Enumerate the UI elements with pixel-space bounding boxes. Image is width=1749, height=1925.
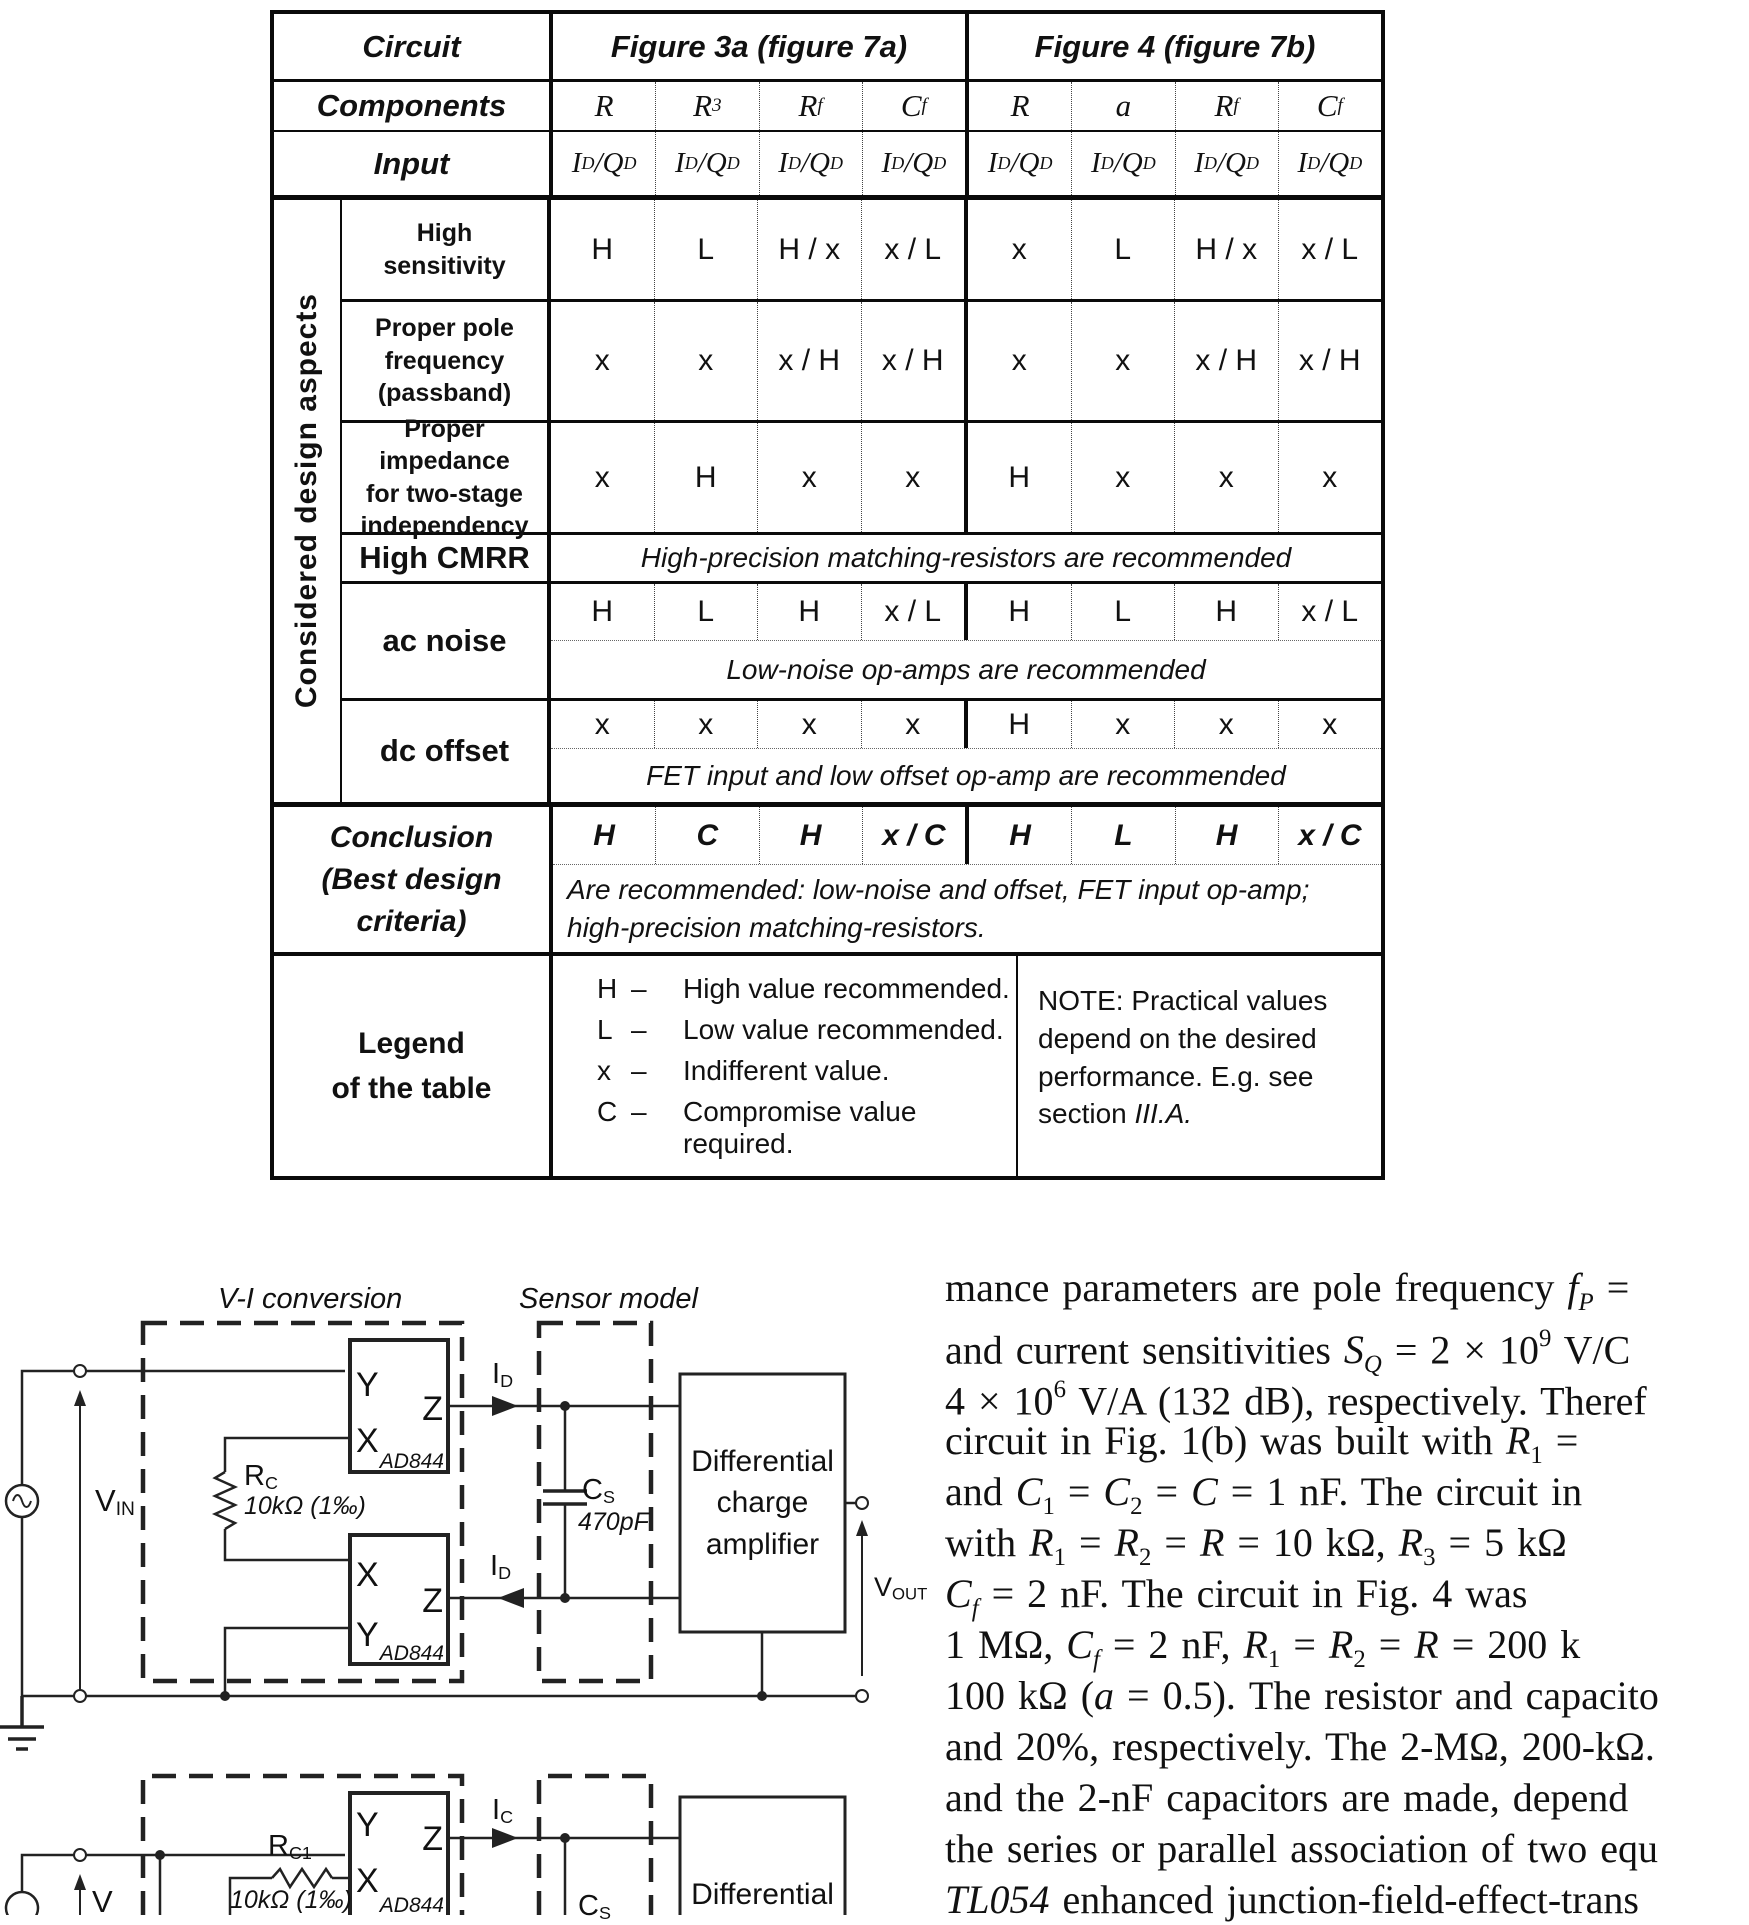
rc-value-label: 10kΩ (1‰)	[244, 1492, 366, 1520]
value-cell: x	[1071, 302, 1175, 420]
value-cell: x / H	[757, 302, 861, 420]
ic-label: $I_C$	[492, 1794, 514, 1827]
header-figure3a: Figure 3a (figure 7a)	[610, 28, 908, 64]
id-arrowhead-left	[498, 1588, 524, 1608]
input-cell: I D /Q D	[759, 132, 862, 195]
value-cell: x	[1174, 701, 1278, 748]
row-label: Proper impedance for two-stage independency	[342, 423, 551, 532]
value-cell: x	[1071, 423, 1175, 532]
value-cell: x / H	[861, 302, 965, 420]
value-cell: x	[594, 344, 610, 377]
legend-item: H – High value recommended.	[597, 972, 1010, 1004]
id-top-label: $I_D$	[492, 1358, 514, 1391]
input-label: Input	[274, 132, 553, 195]
diff-amp-label: Differential charge amplifier	[691, 1444, 834, 1561]
value-cell: L	[654, 584, 758, 640]
value-cell: x / L	[1278, 584, 1382, 640]
value-cell: L	[1071, 807, 1174, 864]
wire	[225, 1529, 350, 1560]
legend-item: x – Indifferent value.	[597, 1054, 890, 1086]
rc1-value-label: 10kΩ (1‰)	[230, 1886, 352, 1914]
opamp1-port-z: Z	[422, 1390, 443, 1428]
row-label: High sensitivity	[342, 200, 551, 299]
value-cell: L	[1071, 200, 1175, 299]
row-label: ac noise	[342, 584, 551, 698]
ac-noise-note: Low-noise op-amps are recommended	[726, 653, 1206, 685]
text-line: with $R_1 = R_2 = R = 10$ kΩ, $R_3 = 5$ kΩ	[945, 1520, 1567, 1572]
value-cell: H	[1175, 807, 1278, 864]
opamp3-name: AD844	[379, 1894, 444, 1915]
row-label: dc offset	[342, 701, 551, 802]
cmrr-note: High-precision matching-resistors are recommended	[640, 542, 1292, 573]
opamp2-port-z: Z	[422, 1582, 443, 1620]
component-cell: R f	[1175, 82, 1278, 130]
row-label: Proper pole frequency (passband)	[342, 302, 551, 420]
text-line: $C_f = 2$ nF. The circuit in Fig. 4 was	[945, 1571, 1528, 1623]
capacitor-cs-plates	[543, 1491, 587, 1504]
legend-item: L – Low value recommended.	[597, 1013, 1004, 1045]
vout-label: $V_{OUT}$	[874, 1572, 928, 1604]
value-cell: H	[593, 818, 615, 852]
value-cell: L	[1071, 584, 1175, 640]
opamp2-port-x: X	[356, 1556, 379, 1594]
input-cell: I D /Q D	[1175, 132, 1278, 195]
value-cell: x / L	[861, 200, 965, 299]
wire	[22, 1371, 345, 1485]
value-cell: x	[757, 423, 861, 532]
wire	[225, 1628, 350, 1696]
opamp2-port-y: Y	[356, 1616, 379, 1654]
value-cell: H	[1174, 584, 1278, 640]
value-cell: x	[1278, 701, 1382, 748]
legend-label: Legend of the table	[274, 956, 553, 1176]
value-cell: H	[964, 423, 1071, 532]
opamp1-name: AD844	[379, 1450, 444, 1473]
text-line: and current sensitivities $S_Q = 2 \times 10^9$ V/C	[945, 1325, 1631, 1379]
value-cell: H	[965, 807, 1071, 864]
text-line: and $C_1 = C_2 = C = 1$ nF. The circuit in	[945, 1469, 1583, 1521]
value-cell: x / H	[1174, 302, 1278, 420]
value-cell: x	[594, 707, 610, 741]
vin2-arrowhead	[74, 1874, 86, 1890]
input-cell: I D /Q D	[571, 147, 637, 179]
ac-source2-symbol	[6, 1892, 38, 1915]
value-cell: H	[964, 701, 1071, 748]
value-cell: H	[654, 423, 758, 532]
value-cell: H	[964, 584, 1071, 640]
value-cell: x	[1174, 423, 1278, 532]
row-label: High CMRR	[342, 535, 551, 581]
component-cell: R f	[759, 82, 862, 130]
value-cell: x	[654, 701, 758, 748]
text-line: $4 \times 10^6$ V/A (132 dB), respectively. Theref	[945, 1376, 1647, 1424]
cs-value-label: 470pF	[578, 1508, 649, 1536]
dc-offset-note: FET input and low offset op-amp are recommended	[646, 759, 1286, 791]
input-cell: I D /Q D	[1278, 132, 1381, 195]
junction-dot	[560, 1833, 570, 1843]
value-cell: x / L	[861, 584, 965, 640]
id-arrowhead-right	[492, 1396, 518, 1416]
header-circuit: Circuit	[274, 14, 553, 79]
text-line: mance parameters are pole frequency $f_P$ =	[945, 1265, 1630, 1317]
vi-conversion-label: V-I conversion	[218, 1283, 403, 1315]
component-cell: C f	[862, 82, 965, 130]
cs2-label: $C_S$	[578, 1890, 611, 1923]
value-cell: x / H	[1278, 302, 1382, 420]
value-cell: x / C	[862, 807, 965, 864]
value-cell: x	[594, 460, 610, 494]
vin-arrowhead	[74, 1390, 86, 1406]
cs-label: $C_S$	[582, 1474, 615, 1507]
body-text-column	[945, 1262, 1749, 1925]
input-cell: I D /Q D	[965, 132, 1071, 195]
value-cell: H	[591, 232, 614, 266]
text-line: 1 MΩ, $C_f = 2$ nF, $R_1 = R_2 = R = 200$ k	[945, 1622, 1581, 1674]
text-line: and the 2-nF capacitors are made, depend	[945, 1775, 1629, 1820]
ic-arrowhead	[492, 1828, 518, 1848]
value-cell: H	[591, 595, 614, 628]
component-cell: a	[1071, 82, 1174, 130]
value-cell: H	[759, 807, 862, 864]
header-figure4: Figure 4 (figure 7b)	[965, 14, 1381, 79]
vin2-label: V	[92, 1884, 113, 1919]
input-cell: I D /Q D	[655, 132, 758, 195]
opamp2-name: AD844	[379, 1642, 444, 1665]
value-cell: x	[861, 423, 965, 532]
opamp3-port-x: X	[356, 1862, 379, 1900]
opamp1-port-x: X	[356, 1422, 379, 1460]
component-cell: C f	[1278, 82, 1381, 130]
input-cell: I D /Q D	[862, 132, 965, 195]
opamp3-port-z: Z	[422, 1820, 443, 1858]
value-cell: H	[757, 584, 861, 640]
text-line: 100 kΩ (a = 0.5). The resistor and capacito	[945, 1673, 1659, 1718]
id-bottom-label: $I_D$	[490, 1550, 512, 1583]
junction-dot	[155, 1850, 165, 1860]
components-label: Components	[274, 82, 553, 130]
value-cell: L	[654, 200, 758, 299]
opamp3-port-y: Y	[356, 1806, 379, 1844]
input-cell: I D /Q D	[1071, 132, 1174, 195]
value-cell: x	[1071, 701, 1175, 748]
design-aspects-sidebar-label: Considered design aspects	[290, 293, 323, 709]
diff-amp2-label: Differential	[691, 1877, 834, 1911]
value-cell: x / L	[1278, 200, 1382, 299]
text-line: TL054 enhanced junction-field-effect-trans	[945, 1877, 1639, 1922]
value-cell: x	[1278, 423, 1382, 532]
text-line: circuit in Fig. 1(b) was built with $R_1$ =	[945, 1418, 1579, 1470]
vout-arrowhead	[856, 1520, 868, 1536]
value-cell: x	[964, 302, 1071, 420]
opamp1-port-y: Y	[356, 1366, 379, 1404]
component-cell: R	[594, 88, 614, 123]
resistor-rc-zigzag	[215, 1472, 235, 1529]
legend-item: C – Compromise value required.	[597, 1095, 917, 1159]
resistor-rc1-zigzag	[272, 1869, 332, 1887]
component-cell: R 3	[655, 82, 758, 130]
sine-icon	[13, 1495, 31, 1507]
text-line: the series or parallel association of two equ	[945, 1826, 1658, 1871]
rc1-label: $R_{C1}$	[268, 1830, 312, 1863]
component-cell: R	[965, 82, 1071, 130]
conclusion-label: Conclusion (Best design criteria)	[274, 807, 553, 952]
text-line: and 20%, respectively. The 2-MΩ, 200-kΩ.	[945, 1724, 1655, 1769]
open-terminal	[74, 1849, 86, 1861]
legend-note: NOTE: Practical values depend on the desired performance. E.g. see section III.A.	[1016, 956, 1381, 1176]
value-cell: x	[757, 701, 861, 748]
value-cell: x	[654, 302, 758, 420]
value-cell: H / x	[1174, 200, 1278, 299]
value-cell: x	[861, 701, 965, 748]
vin-label: $V_{IN}$	[95, 1483, 135, 1520]
sensor-model-label: Sensor model	[519, 1283, 698, 1315]
ground-icon	[0, 1696, 44, 1749]
rc-label: $R_C$	[244, 1460, 278, 1493]
value-cell: C	[655, 807, 758, 864]
value-cell: x / C	[1278, 807, 1381, 864]
value-cell: H / x	[757, 200, 861, 299]
value-cell: x	[964, 200, 1071, 299]
conclusion-note: Are recommended: low-noise and offset, FET input op-amp; high-precision matching-resistors.	[567, 873, 1310, 943]
